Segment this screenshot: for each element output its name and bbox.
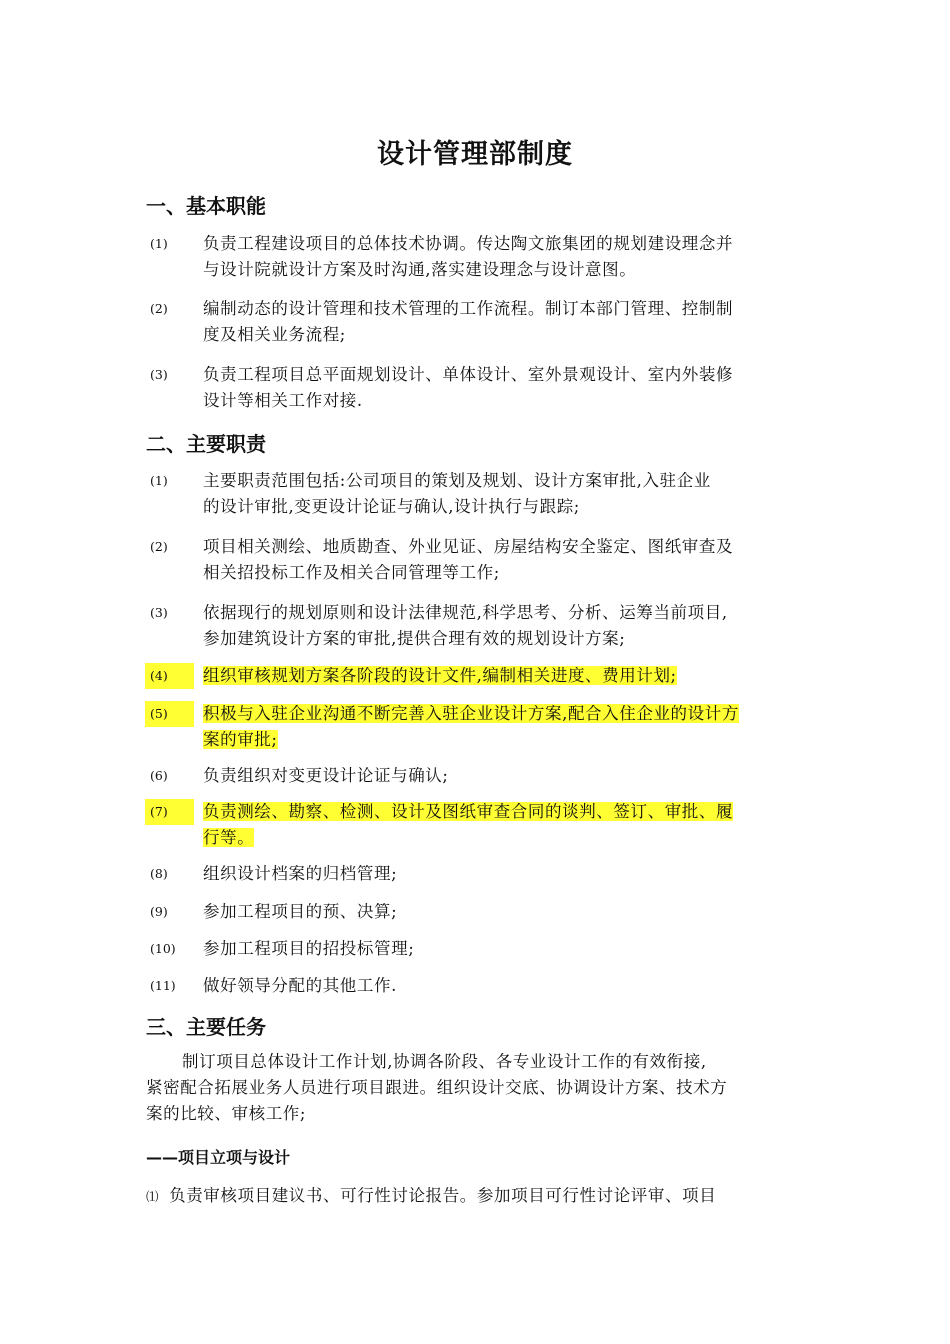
item-number: (3) xyxy=(150,367,168,382)
paragraph-line: 制订项目总体设计工作计划,协调各阶段、各专业设计工作的有效衔接, xyxy=(182,1052,707,1071)
item-line: 度及相关业务流程; xyxy=(203,325,346,344)
item-line: 与设计院就设计方案及时沟通,落实建设理念与设计意图。 xyxy=(203,260,637,279)
highlighted-line: 组织审核规划方案各阶段的设计文件,编制相关进度、费用计划; xyxy=(203,666,677,685)
section-heading-1: 一、基本职能 xyxy=(146,194,266,218)
section-heading-3: 三、主要任务 xyxy=(146,1015,266,1039)
item-number: (7) xyxy=(145,799,194,825)
item-text xyxy=(203,899,811,925)
item-line: 参加建筑设计方案的审批,提供合理有效的规划设计方案; xyxy=(203,629,626,648)
item-text xyxy=(203,600,811,652)
item-line: 编制动态的设计管理和技术管理的工作流程。制订本部门管理、控制制 xyxy=(203,299,734,318)
task-number: ⑴ xyxy=(146,1189,160,1204)
item-text xyxy=(203,701,811,753)
item-line: 组织设计档案的归档管理; xyxy=(203,864,398,883)
item-line: 负责工程建设项目的总体技术协调。传达陶文旅集团的规划建设理念并 xyxy=(203,234,734,253)
highlighted-line: 负责测绘、勘察、检测、设计及图纸审查合同的谈判、签订、审批、履 xyxy=(203,802,734,821)
item-number: (1) xyxy=(150,473,168,488)
item-line: 项目相关测绘、地质勘查、外业见证、房屋结构安全鉴定、图纸审查及 xyxy=(203,537,734,556)
item-line: 相关招投标工作及相关合同管理等工作; xyxy=(203,563,500,582)
item-text xyxy=(203,231,811,283)
item-number: (6) xyxy=(150,768,168,783)
item-text xyxy=(203,362,811,414)
highlighted-line: 案的审批; xyxy=(203,730,278,749)
item-text xyxy=(203,936,811,962)
item-text xyxy=(203,534,811,586)
item-text xyxy=(203,763,811,789)
item-text xyxy=(203,468,811,520)
subheading: ——项目立项与设计 xyxy=(146,1148,291,1167)
item-number: (8) xyxy=(150,866,168,881)
item-line: 做好领导分配的其他工作. xyxy=(203,976,397,995)
item-text xyxy=(203,861,811,887)
task-item xyxy=(146,1183,810,1210)
section-heading-2: 二、主要职责 xyxy=(146,432,266,456)
item-number: (5) xyxy=(145,701,194,727)
task-text: 负责审核项目建议书、可行性讨论报告。参加项目可行性讨论评审、项目 xyxy=(169,1186,717,1205)
section-paragraph xyxy=(146,1049,810,1127)
item-number: (3) xyxy=(150,605,168,620)
item-line: 参加工程项目的预、决算; xyxy=(203,902,398,921)
paragraph-line: 紧密配合拓展业务人员进行项目跟进。组织设计交底、协调设计方案、技术方 xyxy=(146,1078,728,1097)
item-line: 负责工程项目总平面规划设计、单体设计、室外景观设计、室内外装修 xyxy=(203,365,734,384)
item-line: 设计等相关工作对接. xyxy=(203,391,363,410)
item-number: (1) xyxy=(150,236,168,251)
item-line: 依据现行的规划原则和设计法律规范,科学思考、分析、运筹当前项目, xyxy=(203,603,728,622)
item-text xyxy=(203,296,811,348)
item-number: (9) xyxy=(150,904,168,919)
item-number: (2) xyxy=(150,539,168,554)
page-title: 设计管理部制度 xyxy=(377,139,573,170)
item-line: 主要职责范围包括:公司项目的策划及规划、设计方案审批,入驻企业 xyxy=(203,471,711,490)
item-line: 负责组织对变更设计论证与确认; xyxy=(203,766,449,785)
item-line: 的设计审批,变更设计论证与确认,设计执行与跟踪; xyxy=(203,497,580,516)
item-number: (11) xyxy=(150,978,176,993)
paragraph-line: 案的比较、审核工作; xyxy=(146,1104,307,1123)
item-text xyxy=(203,973,811,999)
item-text xyxy=(203,663,811,689)
highlighted-line: 积极与入驻企业沟通不断完善入驻企业设计方案,配合入住企业的设计方 xyxy=(203,704,739,723)
item-line: 参加工程项目的招投标管理; xyxy=(203,939,415,958)
highlighted-line: 行等。 xyxy=(203,828,255,847)
item-number: (4) xyxy=(145,663,194,689)
item-text xyxy=(203,799,811,851)
item-number: (2) xyxy=(150,301,168,316)
item-number: (10) xyxy=(150,941,176,956)
